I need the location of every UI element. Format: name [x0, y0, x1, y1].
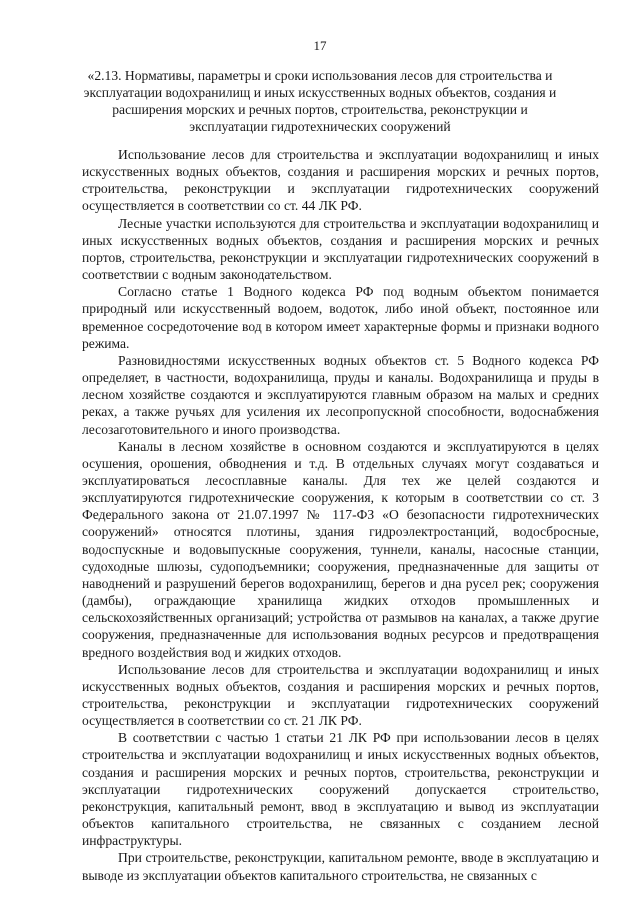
paragraph: В соответствии с частью 1 статьи 21 ЛК РФ при использовании лесов в целях строительства и эксплуатации водохранилищ и иных искусственных водных объектов, создания и расширения морских и речных портов, строительства, реконструкции и эксплуатации гидротехнических сооружений допускается строительство, реконструкция, капитальный ремонт, ввод в эксплуатацию и вывод из эксплуатации объектов капитального строительства, не связанных с созданием лесной инфраструктуры.: [82, 730, 599, 849]
paragraph: Каналы в лесном хозяйстве в основном создаются и эксплуатируются в целях осушения, орошения, обводнения и т.д. В отдельных случаях могут создаваться и эксплуатироваться лесосплавные каналы. Для тех же целей создаются и эксплуатируются гидротехнические сооружения, к которым в соответствии со ст. 3 Федерального закона от 21.07.1997 № 117-ФЗ «О безопасности гидротехнических сооружений» относятся плотины, здания гидроэлектростанций, водосбросные, водоспускные и водовыпускные сооружения, туннели, каналы, насосные станции, судоходные шлюзы, судоподъемники; сооружения, предназначенные для защиты от наводнений и разрушений берегов водохранилищ, берегов и дна русел рек; сооружения (дамбы), ограждающие хранилища жидких отходов промышленных и сельскохозяйственных организаций; устройства от размывов на каналах, а также другие сооружения, предназначенные для использования водных ресурсов и предотвращения вредного воздействия вод и жидких отходов.: [82, 438, 599, 660]
paragraph: Использование лесов для строительства и эксплуатации водохранилищ и иных искусственных водных объектов, создания и расширения морских и речных портов, строительства, реконструкции и эксплуатации гидротехнических сооружений осуществляется в соответствии со ст. 21 ЛК РФ.: [82, 661, 599, 729]
paragraph: Согласно статье 1 Водного кодекса РФ под водным объектом понимается природный или искусственный водоем, водоток, либо иной объект, постоянное или временное сосредоточение вод в котором имеет характерные формы и признаки водного режима.: [82, 284, 599, 351]
page-number: 17: [313, 38, 327, 53]
paragraph: При строительстве, реконструкции, капитальном ремонте, вводе в эксплуатацию и выводе из эксплуатации объектов капитального строительства, не связанных с: [82, 850, 599, 883]
section-heading: «2.13. Нормативы, параметры и сроки использования лесов для строительства и эксплуатации водохранилищ и иных искусственных водных объектов, создания и расширения морских и речных портов, строительства, реконструкции и эксплуатации гидротехнических сооружений: [83, 68, 557, 134]
paragraph: Разновидностями искусственных водных объектов ст. 5 Водного кодекса РФ определяет, в частности, водохранилища, пруды и каналы. Водохранилища и пруды в лесном хозяйстве создаются и эксплуатируются главным образом на малых и средних реках, а также ручьях для усиления их лесопропускной способности, водоснабжения лесозаготовительного и иного производства.: [82, 352, 599, 437]
paragraph: Использование лесов для строительства и эксплуатации водохранилищ и иных искусственных водных объектов, создания и расширения морских и речных портов, строительства, реконструкции и эксплуатации гидротехнических сооружений осуществляется в соответствии со ст. 44 ЛК РФ.: [82, 147, 599, 214]
body-text: [82, 146, 599, 884]
paragraph: Лесные участки используются для строительства и эксплуатации водохранилищ и иных искусственных водных объектов, создания и расширения морских и речных портов, строительства, реконструкции и эксплуатации гидротехнических сооружений в соответствии с водным законодательством.: [82, 215, 599, 283]
